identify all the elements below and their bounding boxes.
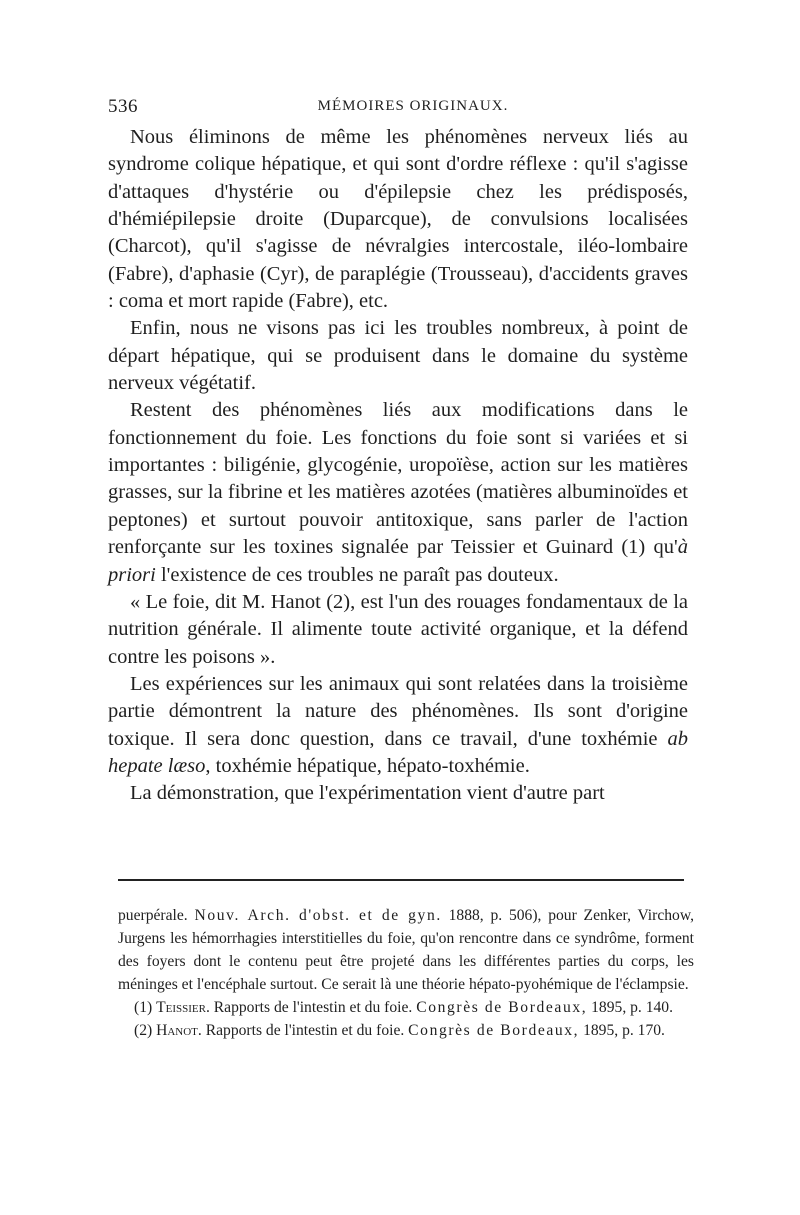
footnote-rule bbox=[118, 879, 684, 881]
paragraph-demonstration: La démonstration, que l'expérimentation vient d'autre part bbox=[130, 782, 605, 805]
footnote-1-mark: (1) bbox=[134, 999, 153, 1016]
footnote-2-author: Hanot. bbox=[156, 1022, 202, 1039]
footnote-1-title: Rapports de l'intestin et du foie. bbox=[209, 999, 417, 1016]
paragraph-liver-functions-text-a: Restent des phénomènes liés aux modifications dans le fonctionnement du foie. Les fonctions du foie sont si variées et si importantes : biligénie, glycogénie, uropoïèse, action sur les matières grasses, sur la fibrine et les matières azotées (matières albuminoïdes et peptones) et surtout pouvoir antitoxique, sans parler de l'action renforçante sur les toxines signalée par Teissier et Guinard (1) qu' bbox=[108, 399, 688, 559]
paragraph-liver-functions-text-b: l'existence de ces troubles ne paraît pas douteux. bbox=[155, 563, 559, 586]
paragraph-experiments-text-b: , toxhémie hépatique, hépato-toxhémie. bbox=[205, 754, 530, 777]
paragraph-nervous-phenomena: Nous éliminons de même les phénomènes nerveux liés au syndrome colique hépatique, et qui sont d'ordre réflexe : qu'il s'agisse d'attaques d'hystérie ou d'épilepsie chez les prédisposés, d'hémiépilepsie droite (Duparcque), de convulsions localisées (Charcot), qu'il s'agisse de névralgies intercostale, iléo-lombaire (Fabre), d'aphasie (Cyr), de paraplégie (Trousseau), d'accidents graves : coma et mort rapide (Fabre), etc. bbox=[108, 126, 688, 313]
paragraph-hanot-quote: « Le foie, dit M. Hanot (2), est l'un des rouages fondamentaux de la nutrition générale. Il alimente toute activité organique, et la défend contre les poisons ». bbox=[108, 590, 688, 668]
footnote-continuation-text-a: puerpérale. bbox=[118, 907, 195, 924]
footnote-continuation bbox=[118, 904, 694, 996]
footnote-1 bbox=[118, 996, 694, 1019]
running-title: MÉMOIRES ORIGINAUX. bbox=[317, 98, 509, 114]
paragraph-vegetative-system: Enfin, nous ne visons pas ici les troubles nombreux, à point de départ hépatique, qui se produisent dans le domaine du système nerveux végétatif. bbox=[108, 317, 688, 395]
footnote-2 bbox=[118, 1019, 694, 1042]
italic-a-priori: à priori bbox=[108, 536, 688, 586]
italic-ab-hepate-laeso: ab hepate læso bbox=[108, 727, 688, 777]
paragraph-experiments-text-a: Les expériences sur les animaux qui sont relatées dans la troisième partie démontrent la nature des phénomènes. Ils sont d'origine toxique. Il sera donc question, dans ce travail, d'une toxhémie bbox=[108, 672, 688, 750]
footnote-2-congress: Congrès de Bordeaux, bbox=[408, 1022, 580, 1039]
footnote-1-year: 1895, p. 140. bbox=[587, 999, 673, 1016]
footnote-journal-title: Nouv. Arch. d'obst. et de gyn. bbox=[194, 907, 442, 924]
footnote-continuation-text-b: 1888, p. 506), pour Zenker, Virchow, Jurgens les hémorrhagies interstitielles du foie, qu'on rencontre dans ce syndrôme, forment des foyers dont le contenu peut être projeté dans les différentes parties du corps, les méninges et l'encéphale surtout. Ce serait là une théorie hépato-pyohémique de l'éclampsie. bbox=[118, 907, 694, 993]
footnote-2-year: 1895, p. 170. bbox=[579, 1022, 665, 1039]
footnote-1-congress: Congrès de Bordeaux, bbox=[416, 999, 588, 1016]
footnote-1-author: Teissier. bbox=[156, 999, 210, 1016]
footnote-2-mark: (2) bbox=[134, 1022, 153, 1039]
page-number: 536 bbox=[108, 96, 138, 117]
paragraph-liver-functions bbox=[108, 397, 688, 588]
footnote-2-title: Rapports de l'intestin et du foie. bbox=[201, 1022, 409, 1039]
footnotes bbox=[118, 904, 694, 1042]
body-text bbox=[108, 124, 688, 808]
page-header bbox=[108, 96, 688, 120]
paragraph-experiments bbox=[108, 671, 688, 780]
